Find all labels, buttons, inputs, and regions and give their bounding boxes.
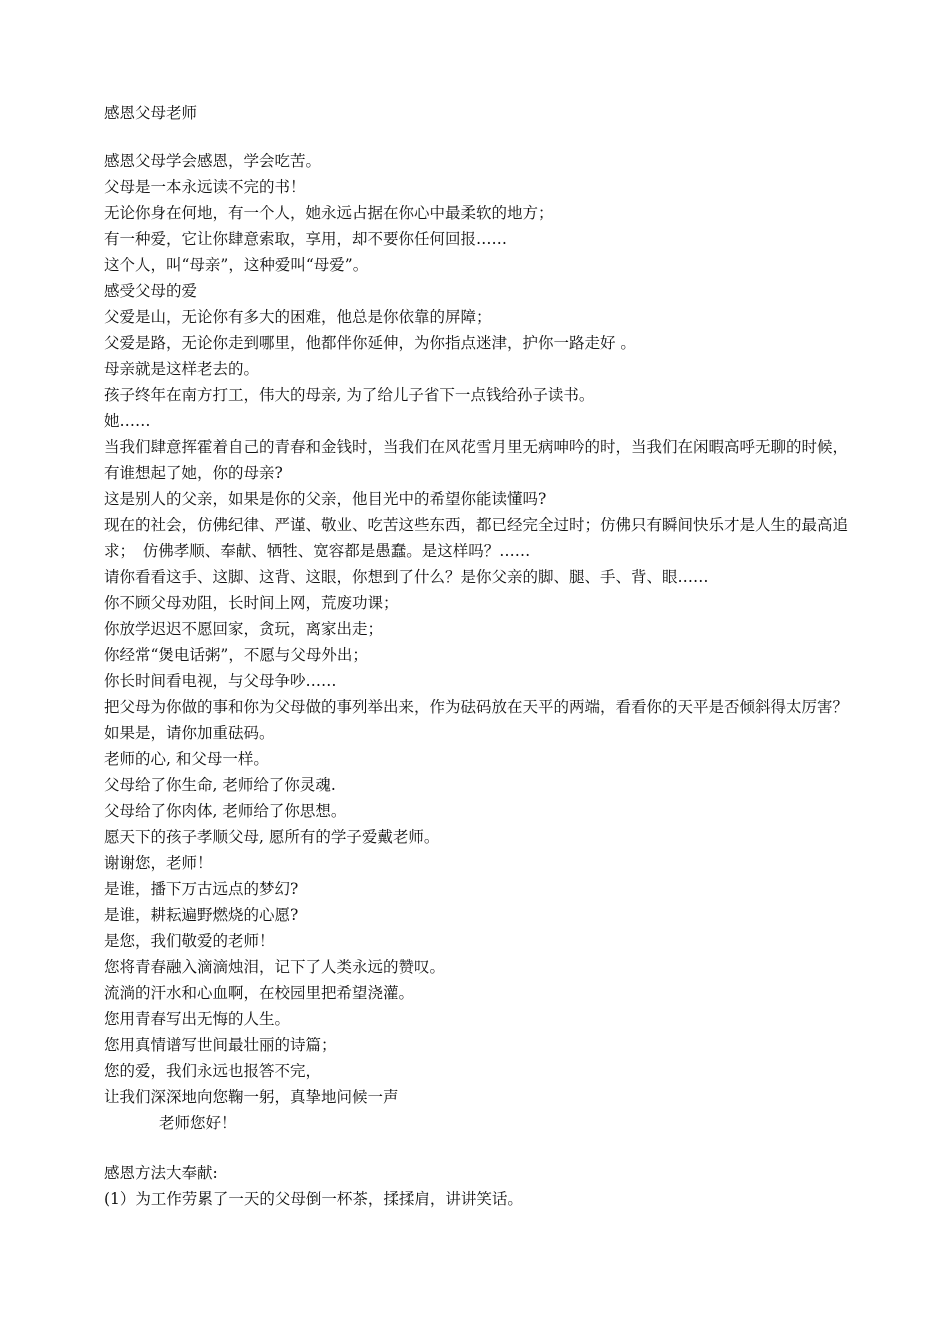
paragraph-line: 她…… xyxy=(104,412,151,430)
section-items xyxy=(104,1186,854,1212)
paragraph-line: 母亲就是这样老去的。 xyxy=(104,360,260,378)
paragraph-line: 请你看看这手、这脚、这背、这眼，你想到了什么？是你父亲的脚、腿、手、背、眼…… xyxy=(104,568,709,586)
list-item: (1）为工作劳累了一天的父母倒一杯茶，揉揉肩，讲讲笑话。 xyxy=(104,1190,523,1208)
paragraph-line: 感受父母的爱 xyxy=(104,282,198,300)
paragraph-line: 父母是一本永远读不完的书！ xyxy=(104,178,306,196)
blank-spacer xyxy=(104,1136,854,1160)
paragraph-line: 把父母为你做的事和你为父母做的事列举出来，作为砝码放在天平的两端，看看你的天平是否倾斜得太厉害？如果是，请你加重砝码。 xyxy=(104,698,849,742)
paragraph-line: 当我们肆意挥霍着自己的青春和金钱时，当我们在风花雪月里无病呻吟的时，当我们在闲暇高呼无聊的时候，有谁想起了她，你的母亲? xyxy=(104,438,849,482)
document-title: 感恩父母老师 xyxy=(104,104,198,122)
document-body xyxy=(104,148,854,1110)
paragraph-line: 孩子终年在南方打工，伟大的母亲, 为了给儿子省下一点钱给孙子读书。 xyxy=(104,386,595,404)
document-page xyxy=(104,100,854,1212)
closing-line: 老师您好！ xyxy=(159,1114,237,1132)
paragraph-line: 你长时间看电视，与父母争吵…… xyxy=(104,672,337,690)
paragraph-line: 你经常“煲电话粥”，不愿与父母外出； xyxy=(104,646,368,664)
paragraph-line: 你不顾父母劝阻，长时间上网，荒废功课； xyxy=(104,594,399,612)
paragraph-line: 您用真情谱写世间最壮丽的诗篇； xyxy=(104,1036,337,1054)
paragraph-line: 是您，我们敬爱的老师！ xyxy=(104,932,275,950)
paragraph-line: 这是别人的父亲，如果是你的父亲，他目光中的希望你能读懂吗? xyxy=(104,490,547,508)
paragraph-line: 愿天下的孩子孝顺父母, 愿所有的学子爱戴老师。 xyxy=(104,828,440,846)
paragraph-line: 父母给了你肉体, 老师给了你思想。 xyxy=(104,802,347,820)
paragraph-line: 现在的社会，仿佛纪律、严谨、敬业、吃苦这些东西，都已经完全过时；仿佛只有瞬间快乐才是人生的最高追求； 仿佛孝顺、奉献、牺牲、宽容都是愚蠢。是这样吗？…… xyxy=(104,516,849,560)
paragraph-line: 无论你身在何地，有一个人，她永远占据在你心中最柔软的地方； xyxy=(104,204,554,222)
paragraph-line: 这个人，叫“母亲”，这种爱叫“母爱”。 xyxy=(104,256,369,274)
paragraph-line: 您将青春融入滴滴烛泪，记下了人类永远的赞叹。 xyxy=(104,958,446,976)
paragraph-line: 是谁，播下万古远点的梦幻? xyxy=(104,880,299,898)
paragraph-line: 父爱是山，无论你有多大的困难，他总是你依靠的屏障； xyxy=(104,308,492,326)
paragraph-line: 流淌的汗水和心血啊，在校园里把希望浇灌。 xyxy=(104,984,415,1002)
paragraph-line: 父母给了你生命, 老师给了你灵魂. xyxy=(104,776,336,794)
paragraph-line: 感恩父母学会感恩，学会吃苦。 xyxy=(104,152,322,170)
paragraph-line: 您用青春写出无悔的人生。 xyxy=(104,1010,291,1028)
section-title: 感恩方法大奉献: xyxy=(104,1164,218,1182)
paragraph-line: 老师的心, 和父母一样。 xyxy=(104,750,269,768)
paragraph-line: 让我们深深地向您鞠一躬，真挚地问候一声 xyxy=(104,1088,399,1106)
paragraph-line: 谢谢您，老师！ xyxy=(104,854,213,872)
paragraph-line: 您的爱，我们永远也报答不完， xyxy=(104,1062,322,1080)
paragraph-line: 父爱是路，无论你走到哪里，他都伴你延伸，为你指点迷津，护你一路走好 。 xyxy=(104,334,636,352)
paragraph-line: 有一种爱，它让你肆意索取，享用，却不要你任何回报…… xyxy=(104,230,508,248)
paragraph-line: 你放学迟迟不愿回家，贪玩，离家出走； xyxy=(104,620,384,638)
paragraph-line: 是谁，耕耘遍野燃烧的心愿? xyxy=(104,906,299,924)
